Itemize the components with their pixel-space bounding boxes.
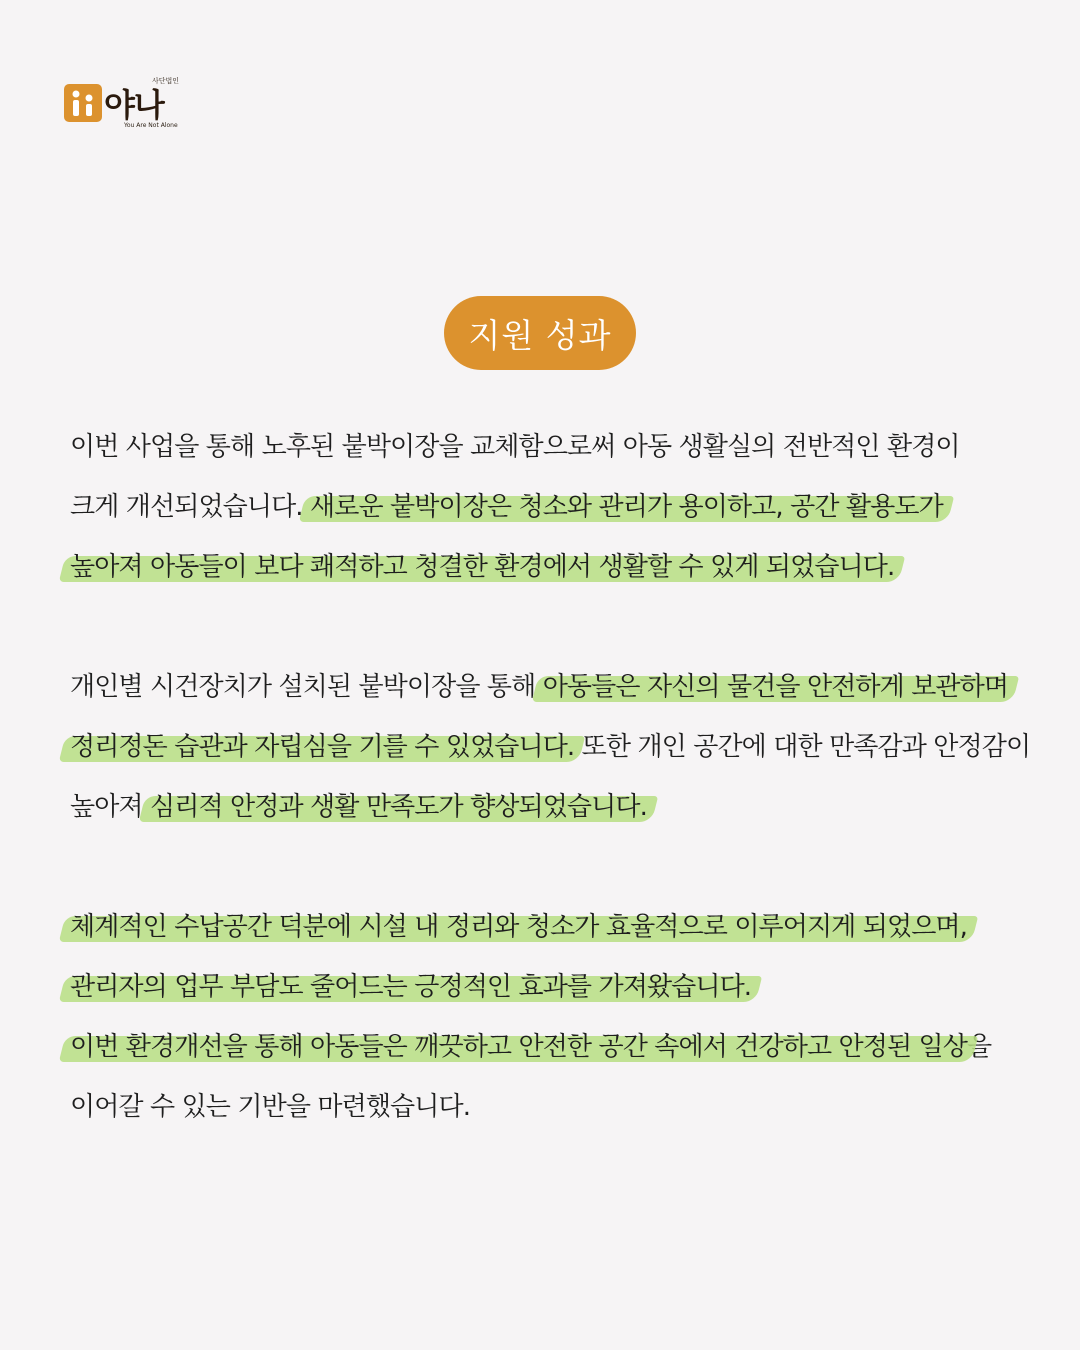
line-text: 을 bbox=[967, 1032, 992, 1062]
line-text: 이어갈 수 있는 기반을 마련했습니다. bbox=[70, 1092, 471, 1122]
logo-name: 야나 bbox=[104, 86, 164, 124]
highlighted-text: 심리적 안정과 생활 만족도가 향상되었습니다. bbox=[150, 792, 647, 822]
highlighted-text: 관리자의 업무 부담도 줄어드는 긍정적인 효과를 가져왔습니다. bbox=[70, 972, 752, 1002]
highlighted-text: 높아져 아동들이 보다 쾌적하고 청결한 환경에서 생활할 수 있게 되었습니다. bbox=[70, 552, 895, 582]
paragraph-1-line-3 bbox=[70, 547, 894, 587]
logo-tagline: You Are Not Alone bbox=[124, 122, 178, 129]
line-text: 크게 개선되었습니다. bbox=[70, 492, 311, 522]
highlighted-text: 아동들은 자신의 물건을 안전하게 보관하며 bbox=[542, 672, 1009, 702]
paragraph-3-line-4 bbox=[70, 1087, 470, 1127]
paragraph-2-line-3 bbox=[70, 787, 647, 827]
paragraph-2-line-2 bbox=[70, 727, 1030, 767]
line-text: 개인별 시건장치가 설치된 붙박이장을 통해 bbox=[70, 672, 543, 702]
highlighted-text: 체계적인 수납공간 덕분에 시설 내 정리와 청소가 효율적으로 이루어지게 되었으며, bbox=[70, 912, 967, 942]
paragraph-1-line-2 bbox=[70, 487, 943, 527]
highlighted-text: 정리정돈 습관과 자립심을 기를 수 있었습니다. bbox=[70, 732, 575, 762]
line-text: 또한 개인 공간에 대한 만족감과 안정감이 bbox=[574, 732, 1031, 762]
highlighted-text: 새로운 붙박이장은 청소와 관리가 용이하고, 공간 활용도가 bbox=[310, 492, 943, 522]
highlighted-text: 이번 환경개선을 통해 아동들은 깨끗하고 안전한 공간 속에서 건강하고 안정된 일상 bbox=[70, 1032, 967, 1062]
line-text: 높아져 bbox=[70, 792, 151, 822]
people-icon bbox=[64, 84, 102, 122]
paragraph-3-line-3 bbox=[70, 1027, 991, 1067]
paragraph-2-line-1 bbox=[70, 667, 1008, 707]
section-title: 지원 성과 bbox=[468, 315, 612, 355]
paragraph-3-line-2 bbox=[70, 967, 751, 1007]
section-title-badge bbox=[444, 296, 636, 370]
paragraph-1-line-1 bbox=[70, 427, 960, 467]
line-text: 이번 사업을 통해 노후된 붙박이장을 교체함으로써 아동 생활실의 전반적인 환경이 bbox=[70, 432, 960, 462]
organization-logo bbox=[64, 74, 204, 134]
logo-small-text: 사단법인 bbox=[152, 77, 180, 85]
paragraph-3-line-1 bbox=[70, 907, 967, 947]
